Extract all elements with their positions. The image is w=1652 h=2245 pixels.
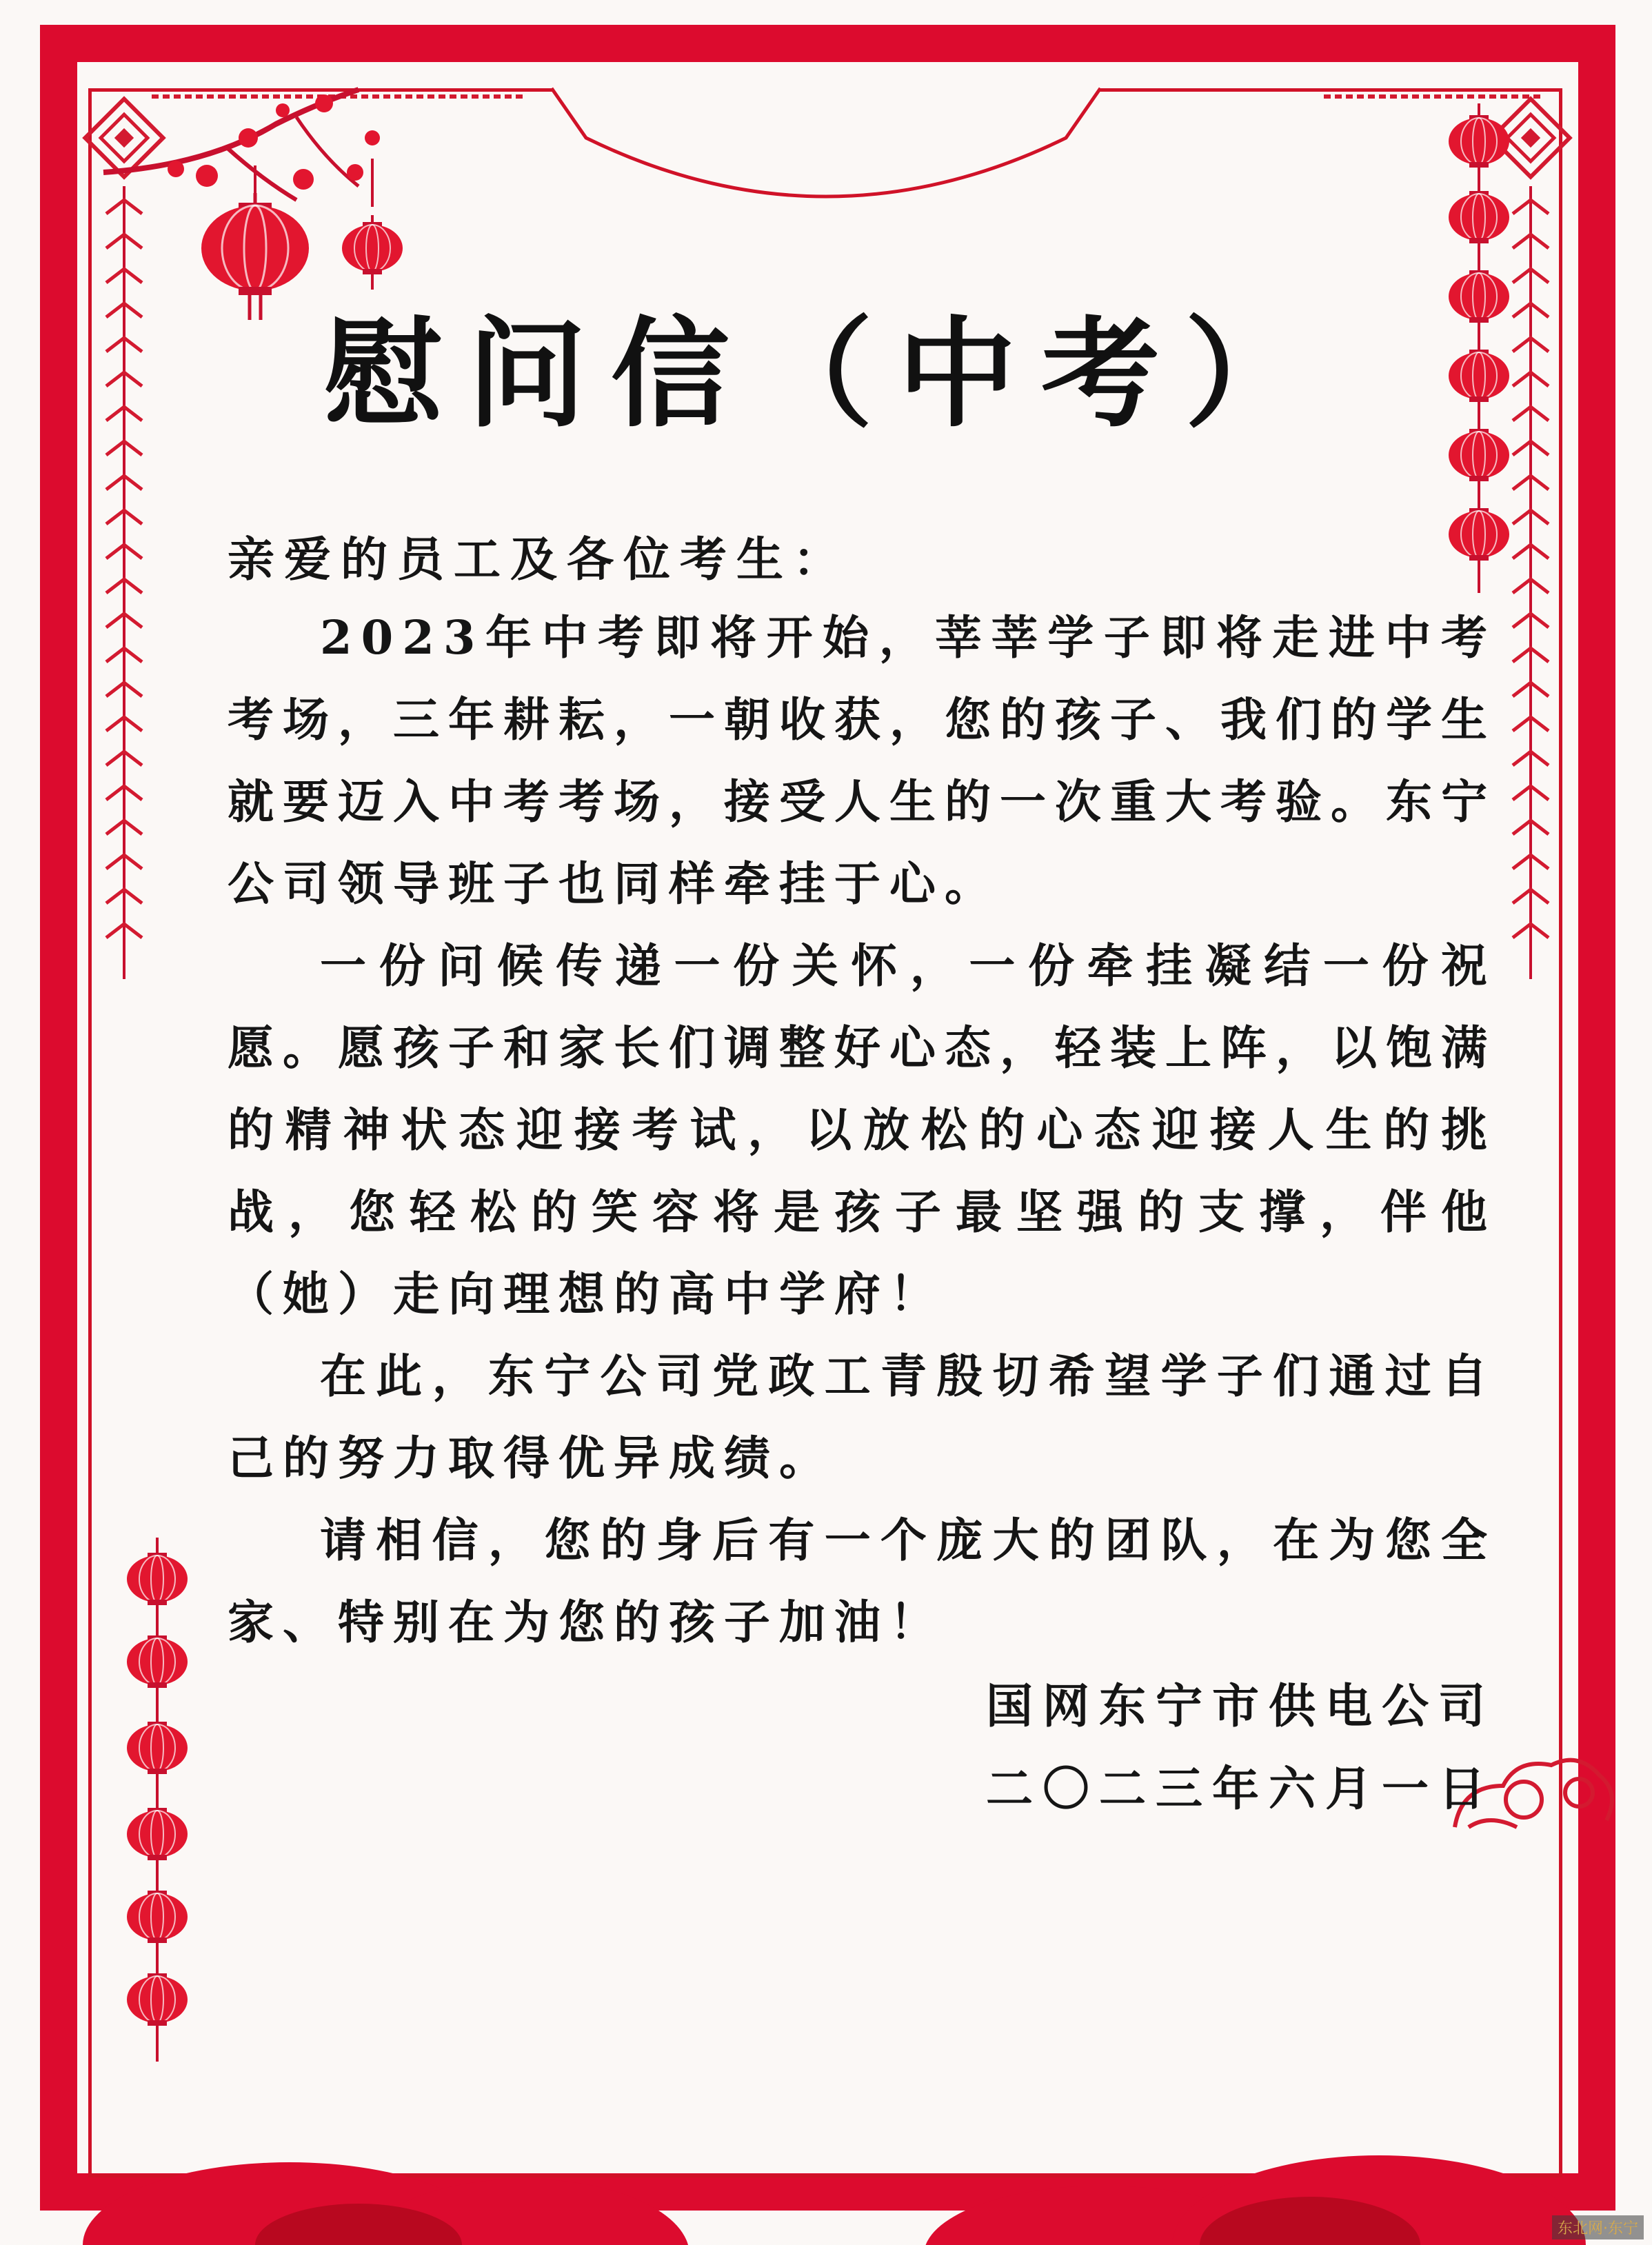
paragraph: 2023年中考即将开始，莘莘学子即将走进中考考场，三年耕耘，一朝收获，您的孩子、我们的学生就要迈入中考考场，接受人生的一次重大考验。东宁公司领导班子也同样牵挂于心。 — [228, 610, 1496, 911]
watermark: 东北网·东宁 — [1552, 2215, 1644, 2239]
letter-title: 慰问信（中考） — [324, 303, 1328, 443]
signature-date: 二〇二三年六月一日 — [986, 1762, 1495, 1817]
signature-block — [986, 1665, 1495, 1831]
paragraph: 请相信，您的身后有一个庞大的团队，在为您全家、特别在为您的孩子加油！ — [228, 1513, 1496, 1649]
letter-body — [228, 596, 1496, 1663]
letter-greeting: 亲爱的员工及各位考生： — [228, 532, 850, 587]
signature-organization: 国网东宁市供电公司 — [986, 1679, 1495, 1734]
paragraph: 一份问候传递一份关怀，一份牵挂凝结一份祝愿。愿孩子和家长们调整好心态，轻装上阵，以饱满的精神状态迎接考试，以放松的心态迎接人生的挑战，您轻松的笑容将是孩子最坚强的支撑，伴他（她）走向理想的高中学府！ — [228, 938, 1496, 1321]
paragraph: 在此，东宁公司党政工青殷切希望学子们通过自己的努力取得优异成绩。 — [228, 1349, 1496, 1485]
